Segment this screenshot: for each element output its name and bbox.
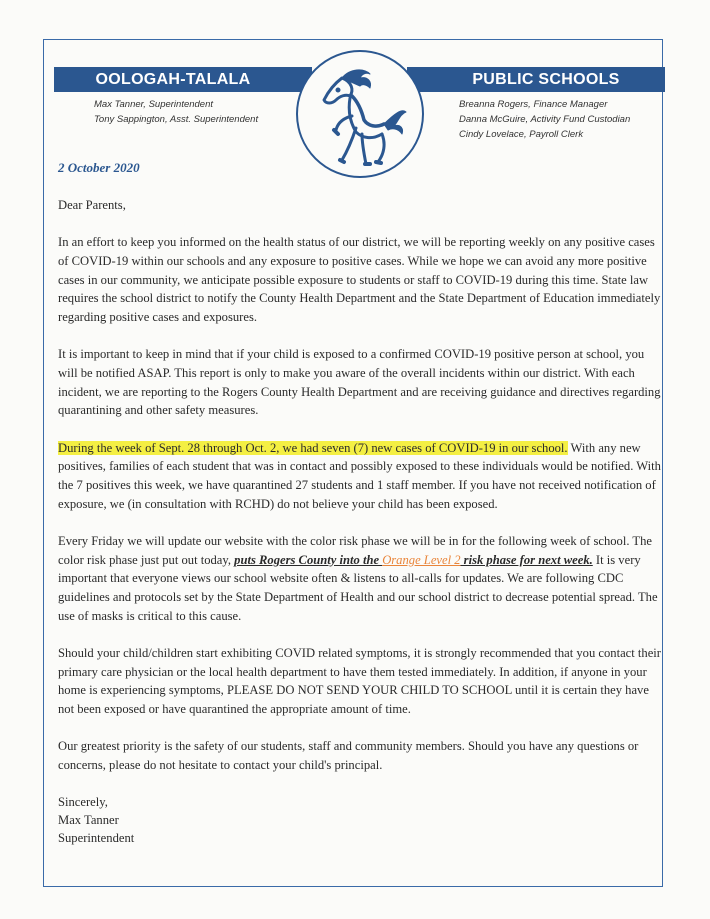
orange-level-label: Orange Level 2 [382, 552, 461, 567]
letterhead-band-right [407, 67, 665, 92]
paragraph-risk-phase [58, 532, 663, 626]
highlighted-case-count: During the week of Sept. 28 through Oct. 2, we had seven (7) new cases of COVID-19 in our school. [58, 440, 568, 455]
paragraph-text: Every Friday we will update our website with the color risk phase we will be in for the following week of school. The color risk phase just put out today, [58, 533, 652, 567]
staff-line: Cindy Lovelace, Payroll Clerk [459, 129, 584, 140]
paragraph-symptoms: Should your child/children start exhibiting COVID related symptoms, it is strongly recommended that you contact their primary care physician or the local health department to have them tested immediately. In addition, if anyone in your home is experiencing symptoms, PLEASE DO NOT SEND YOUR CHILD TO SCHOOL until it is certain they have not been exposed or have quarantined the appropriate amount of time. [58, 645, 661, 716]
staff-line: Max Tanner, Superintendent [94, 99, 214, 110]
letter-body [58, 196, 663, 847]
paragraph-text: With any new positives, families of each student that was in contact and possibly exposed to these individuals would be notified. With the 7 positives this week, we have quarantined 27 students and 1 staff member. If you have not received notification of exposure, we (in consultation with RCHD) do not believe your child has been exposed. [58, 440, 661, 511]
letterhead-band-left [54, 67, 312, 92]
risk-phase-statement: puts Rogers County into the [234, 552, 383, 567]
mustang-horse-icon [312, 62, 408, 170]
paragraph-weekly-cases [58, 439, 663, 514]
district-subtitle: PUBLIC SCHOOLS [472, 71, 620, 88]
staff-line: Tony Sappington, Asst. Superintendent [94, 114, 259, 125]
staff-line: Breanna Rogers, Finance Manager [459, 99, 608, 110]
signature-block [58, 793, 663, 847]
paragraph-reporting: In an effort to keep you informed on the health status of our district, we will be reporting weekly on any positive cases of COVID-19 within our schools and any exposure to positive cases. While we hope we can avoid any more positive cases in our community, we anticipate possible exposure to students or staff to COVID-19 during this time. State law requires the school district to notify the County Health Department and the State Department of Education immediately regarding positive cases and exposures. [58, 235, 661, 325]
administration-list [94, 97, 258, 127]
paragraph-notification: It is important to keep in mind that if your child is exposed to a confirmed COVID-19 positive person at school, you will be notified ASAP. This report is only to make you aware of the overall incidents within our district. With each incident, we are reporting to the Rogers County Health Department and are receiving guidance and directives regarding quarantining and other safety measures. [58, 347, 661, 418]
school-logo [296, 50, 424, 178]
staff-line: Danna McGuire, Activity Fund Custodian [459, 114, 631, 125]
signer-name: Max Tanner [58, 813, 119, 828]
finance-staff-list [459, 97, 630, 142]
signer-title: Superintendent [58, 831, 135, 846]
paragraph-text: It is very important that everyone views our school website often & listens to all-calls for updates. We are following CDC guidelines and protocols set by the State Department of Health and our school district to decrease potential spread. The use of masks is critical to this cause. [58, 552, 658, 623]
salutation: Dear Parents, [58, 198, 126, 212]
paragraph-priority: Our greatest priority is the safety of our students, staff and community members. Should you have any questions or concerns, please do not hesitate to contact your child's principal. [58, 739, 639, 772]
district-name: OOLOGAH-TALALA [95, 71, 251, 88]
risk-phase-statement: risk phase for next week. [460, 552, 593, 567]
letter-date: 2 October 2020 [58, 160, 140, 175]
closing-line: Sincerely, [58, 795, 108, 810]
